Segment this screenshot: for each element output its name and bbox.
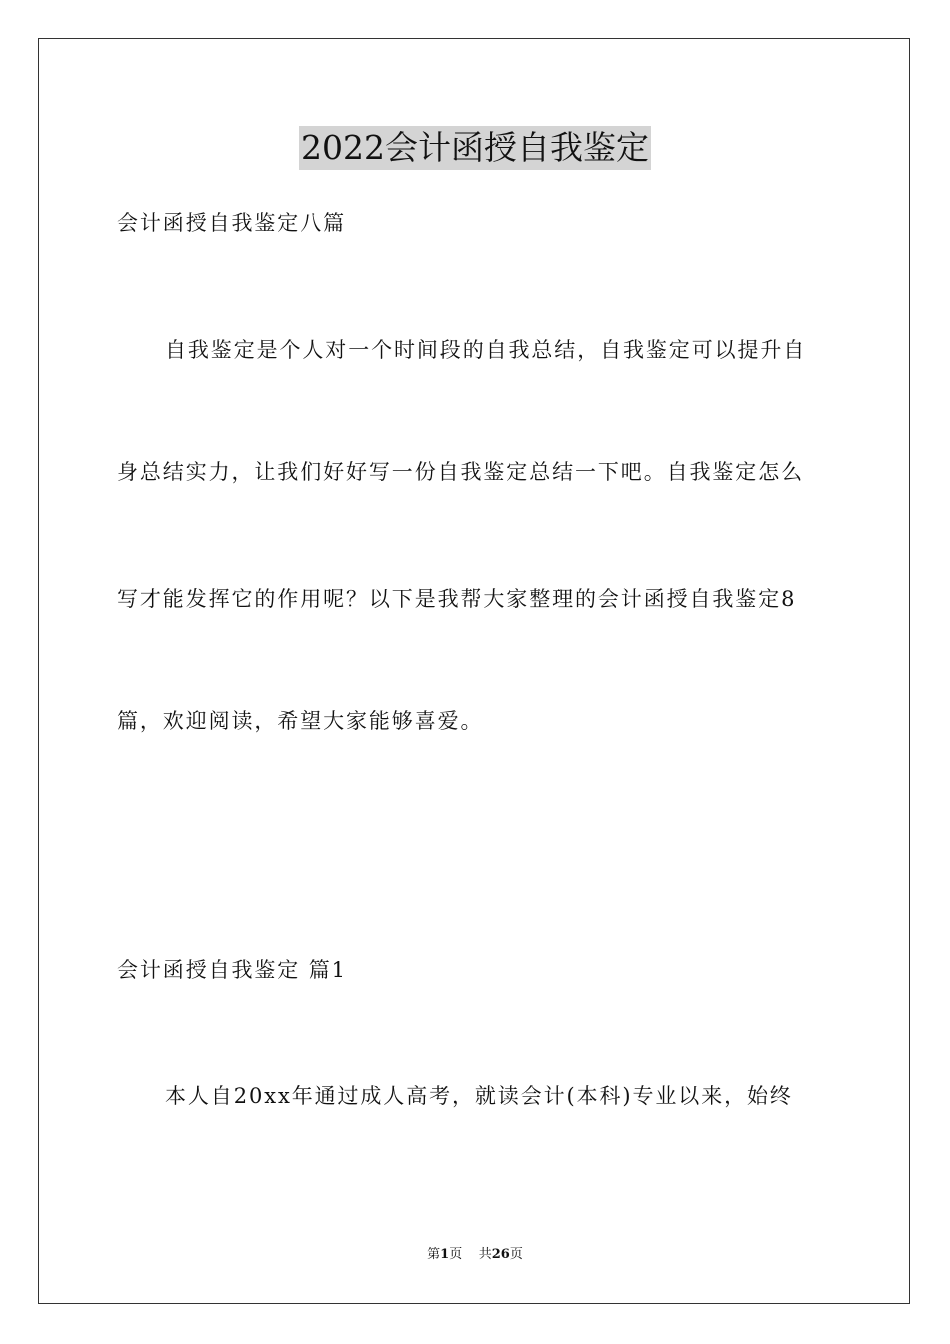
page-prefix: 第 — [427, 1247, 441, 1262]
intro-line-3: 写才能发挥它的作用呢？以下是我帮大家整理的会计函授自我鉴定8 — [117, 587, 797, 611]
page-current: 1 — [440, 1247, 450, 1262]
intro-line-1: 自我鉴定是个人对一个时间段的自我总结，自我鉴定可以提升自 — [165, 338, 807, 362]
section-heading: 会计函授自我鉴定 篇1 — [117, 958, 347, 982]
total-suffix: 页 — [509, 1247, 523, 1262]
intro-line-4: 篇，欢迎阅读，希望大家能够喜爱。 — [117, 709, 484, 733]
document-subtitle: 会计函授自我鉴定八篇 — [117, 211, 346, 235]
title-container — [0, 126, 950, 170]
intro-line-2: 身总结实力，让我们好好写一份自我鉴定总结一下吧。自我鉴定怎么 — [117, 460, 804, 484]
total-prefix: 共 — [478, 1247, 492, 1262]
document-title: 2022会计函授自我鉴定 — [299, 126, 651, 170]
page-footer — [0, 1246, 950, 1264]
section-body-line: 本人自20xx年通过成人高考，就读会计(本科)专业以来，始终 — [165, 1084, 793, 1108]
page-total: 26 — [491, 1247, 510, 1262]
page-suffix: 页 — [449, 1247, 463, 1262]
